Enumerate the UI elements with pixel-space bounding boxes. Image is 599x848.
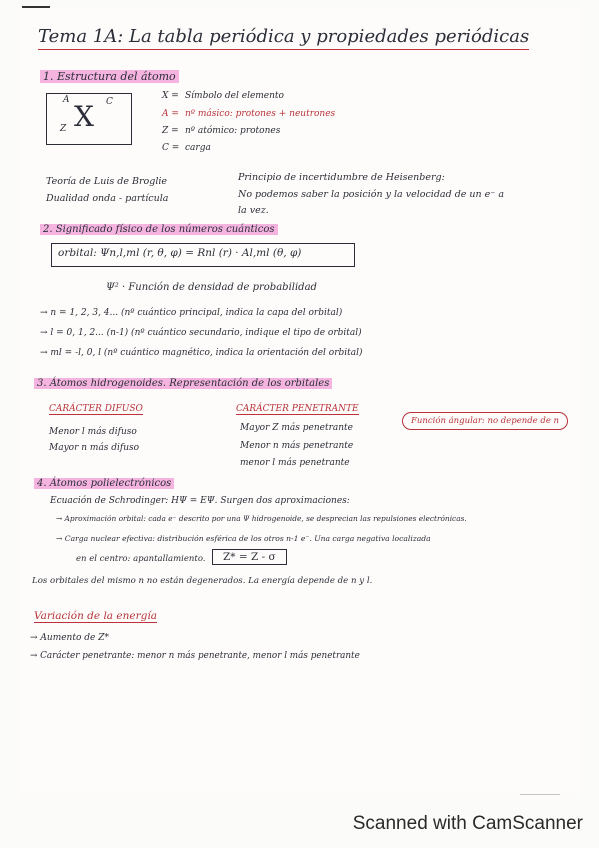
diffuse-header: CARÁCTER DIFUSO (49, 404, 143, 414)
diffuse-line-2: Mayor n más difuso (49, 443, 140, 453)
angular-function-note: Función ángular: no depende de n (402, 412, 568, 430)
energy-line-1: → Aumento de Z* (30, 633, 109, 643)
diagram-symbol: X (74, 100, 94, 133)
degeneracy-line: Los orbitales del mismo n no están degenerados. La energía depende de n y l. (32, 576, 373, 586)
effective-charge-line: → Carga nuclear efectiva: distribución esférica de los otros n-1 e⁻. Una carga negativa localizada (56, 534, 431, 543)
heisenberg-line-1: Principio de incertidumbre de Heisenberg: (238, 172, 445, 183)
section3-heading: 3. Átomos hidrogenoides. Representación de los orbitales (34, 378, 332, 389)
page-title: Tema 1A: La tabla periódica y propiedades periódicas (38, 26, 529, 50)
heisenberg-line-3: la vez. (238, 205, 269, 216)
section1-heading: 1. Estructura del átomo (40, 70, 179, 83)
psi-squared-line: Ψ² · Función de densidad de probabilidad (106, 282, 317, 293)
orbital-formula: orbital: Ψn,l,ml (r, θ, φ) = Rnl (r) · Al,ml (θ, φ) (58, 247, 302, 259)
orbital-approx-line: → Aproximación orbital: cada e⁻ descrito por una Ψ hidrogenoide, se desprecian las repulsiones electrónicas. (56, 514, 467, 523)
legend-key-c: C = (162, 143, 180, 153)
top-edge-line (22, 6, 50, 8)
diffuse-line-1: Menor l más difuso (49, 427, 137, 437)
broglie-line-2: Dualidad onda - partícula (46, 193, 169, 204)
legend-text-c: carga (185, 143, 211, 153)
zeff-formula: Z* = Z - σ (212, 549, 287, 565)
legend-key-a: A = (162, 109, 179, 119)
schrodinger-line: Ecuación de Schrodinger: HΨ = EΨ. Surgen dos aproximaciones: (50, 496, 350, 506)
diagram-c: C (106, 97, 113, 107)
broglie-line-1: Teoría de Luis de Broglie (46, 176, 168, 187)
penetrant-line-2: Menor n más penetrante (240, 441, 354, 451)
section5-heading: Variación de la energía (34, 610, 157, 622)
diagram-z: Z (60, 124, 67, 134)
diagram-a: A (63, 95, 70, 105)
penetrant-line-3: menor l más penetrante (240, 458, 350, 468)
quantum-l-line: → l = 0, 1, 2... (n-1) (nº cuántico secundario, indique el tipo de orbital) (40, 328, 362, 338)
penetrant-header: CARÁCTER PENETRANTE (236, 404, 359, 414)
section2-heading: 2. Significado físico de los números cuánticos (40, 224, 278, 235)
legend-text-a: nº másico: protones + neutrones (185, 109, 336, 119)
legend-text-z: nº atómico: protones (185, 126, 281, 136)
heisenberg-line-2: No podemos saber la posición y la velocidad de un e⁻ a (238, 189, 504, 200)
legend-key-x: X = (162, 91, 179, 101)
bottom-edge-line (520, 794, 560, 795)
legend-text-x: Símbolo del elemento (185, 91, 284, 101)
scanner-watermark: Scanned with CamScanner (352, 813, 583, 834)
legend-key-z: Z = (162, 126, 179, 136)
penetrant-line-1: Mayor Z más penetrante (240, 423, 353, 433)
energy-line-2: → Carácter penetrante: menor n más penetrante, menor l más penetrante (30, 651, 360, 661)
quantum-ml-line: → ml = -l, 0, l (nº cuántico magnético, indica la orientación del orbital) (40, 348, 363, 358)
section4-heading: 4. Átomos polielectrónicos (34, 478, 174, 489)
screening-line: en el centro: apantallamiento. (76, 554, 206, 564)
quantum-n-line: → n = 1, 2, 3, 4... (nº cuántico principal, indica la capa del orbital) (40, 308, 343, 318)
